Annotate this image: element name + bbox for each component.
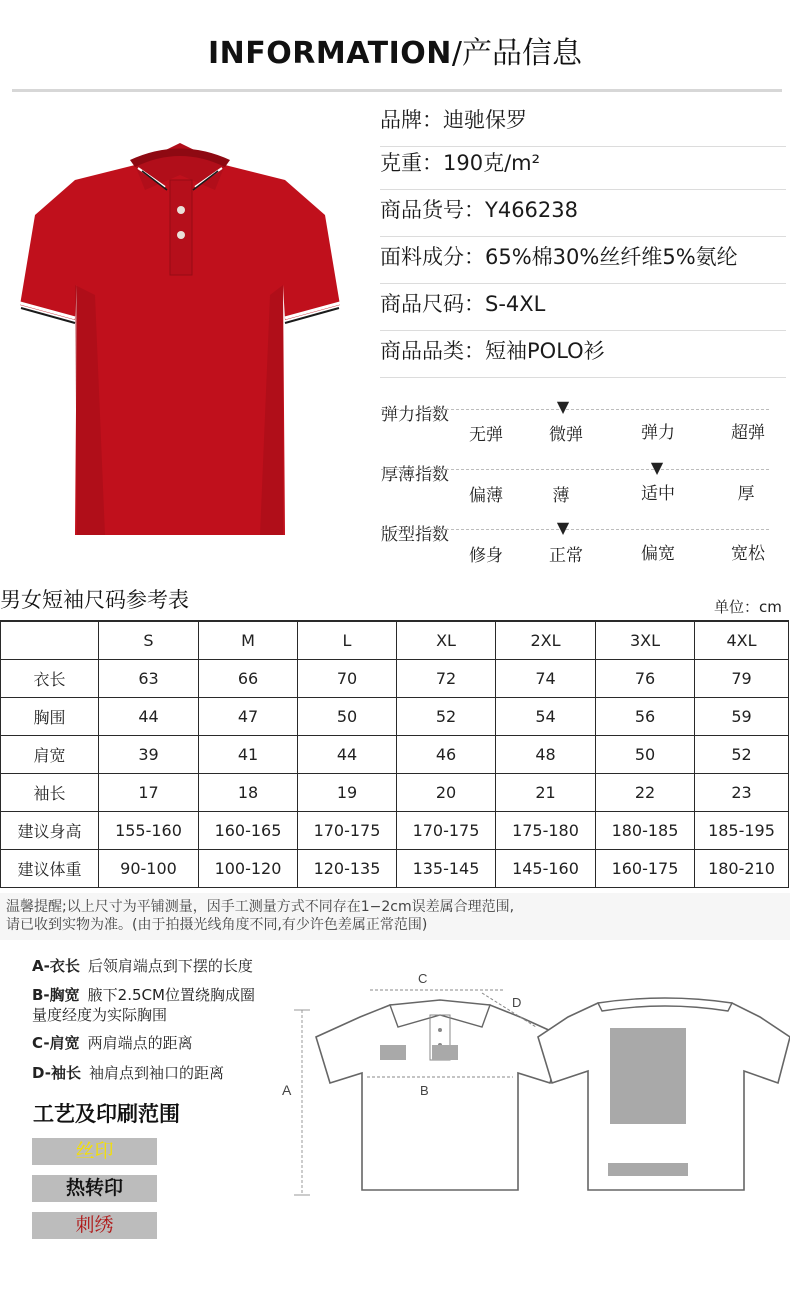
table-cell: 50 bbox=[596, 736, 695, 774]
table-cell: 59 bbox=[695, 698, 789, 736]
table-row bbox=[1, 812, 789, 850]
table-cell: 72 bbox=[397, 660, 496, 698]
legend-item-sleeve bbox=[32, 1063, 224, 1083]
title-rest: /产品信息 bbox=[451, 36, 582, 71]
legend-item-chest bbox=[32, 985, 255, 1025]
elasticity-marker-icon: ▼ bbox=[556, 397, 570, 416]
row-label: 胸围 bbox=[1, 698, 99, 736]
table-cell: 46 bbox=[397, 736, 496, 774]
table-cell: 23 bbox=[695, 774, 789, 812]
size-header-cell: 2XL bbox=[496, 621, 596, 660]
legend-desc-2: 量度经度为实际胸围 bbox=[32, 1006, 168, 1024]
craft-embroidery bbox=[32, 1212, 157, 1239]
legend-key: D-袖长 bbox=[32, 1064, 81, 1082]
thickness-index-label: 厚薄指数 bbox=[381, 465, 449, 485]
table-cell: 155-160 bbox=[99, 812, 199, 850]
table-cell: 20 bbox=[397, 774, 496, 812]
table-cell: 79 bbox=[695, 660, 789, 698]
title-divider bbox=[12, 89, 782, 92]
legend-desc: 两肩端点的距离 bbox=[87, 1034, 193, 1052]
info-weight: 克重：190克/m² bbox=[380, 143, 786, 190]
fit-scale-line bbox=[381, 529, 769, 530]
table-cell: 52 bbox=[695, 736, 789, 774]
page-title bbox=[0, 28, 790, 72]
thickness-marker-icon: ▼ bbox=[650, 458, 664, 477]
table-cell: 70 bbox=[298, 660, 397, 698]
measurement-diagram bbox=[270, 955, 790, 1215]
note-line-2: 请已收到实物为准。(由于拍摄光线角度不同,有少许色差属正常范围) bbox=[6, 917, 428, 933]
legend-desc: 袖肩点到袖口的距离 bbox=[88, 1064, 224, 1082]
legend-desc: 腋下2.5CM位置绕胸成圈 bbox=[87, 986, 255, 1004]
elasticity-option: 弹力 bbox=[641, 423, 675, 443]
legend-desc: 后领肩端点到下摆的长度 bbox=[87, 957, 253, 975]
table-row bbox=[1, 850, 789, 888]
table-row bbox=[1, 698, 789, 736]
size-header-cell: M bbox=[199, 621, 298, 660]
table-cell: 50 bbox=[298, 698, 397, 736]
table-cell: 170-175 bbox=[298, 812, 397, 850]
thickness-option: 薄 bbox=[552, 486, 570, 506]
legend-item-shoulder bbox=[32, 1033, 193, 1053]
note-line-1: 温馨提醒;以上尺寸为平铺测量，因手工测量方式不同存在1−2cm误差属合理范围, bbox=[6, 899, 515, 915]
label-b: B bbox=[420, 1083, 429, 1098]
table-cell: 18 bbox=[199, 774, 298, 812]
table-cell: 63 bbox=[99, 660, 199, 698]
table-cell: 170-175 bbox=[397, 812, 496, 850]
label-a: A bbox=[282, 1082, 292, 1098]
size-table-title: 男女短袖尺码参考表 bbox=[0, 588, 189, 612]
thickness-option: 偏薄 bbox=[469, 486, 503, 506]
table-cell: 21 bbox=[496, 774, 596, 812]
info-category: 商品品类：短袖POLO衫 bbox=[380, 331, 786, 378]
table-row bbox=[1, 774, 789, 812]
size-header-cell: XL bbox=[397, 621, 496, 660]
craft-label: 丝印 bbox=[75, 1140, 114, 1162]
table-cell: 120-135 bbox=[298, 850, 397, 888]
legend-key: C-肩宽 bbox=[32, 1034, 80, 1052]
table-row bbox=[1, 660, 789, 698]
table-cell: 54 bbox=[496, 698, 596, 736]
table-cell: 48 bbox=[496, 736, 596, 774]
legend-key: B-胸宽 bbox=[32, 986, 80, 1004]
size-header-cell: L bbox=[298, 621, 397, 660]
table-cell: 76 bbox=[596, 660, 695, 698]
size-table bbox=[0, 620, 789, 888]
fit-option: 修身 bbox=[469, 546, 503, 566]
table-cell: 160-165 bbox=[199, 812, 298, 850]
fit-option: 正常 bbox=[549, 546, 583, 566]
thickness-scale-line bbox=[381, 469, 769, 470]
size-table-header-row bbox=[1, 621, 789, 660]
label-d: D bbox=[512, 995, 522, 1010]
row-label: 建议身高 bbox=[1, 812, 99, 850]
table-cell: 180-210 bbox=[695, 850, 789, 888]
table-cell: 74 bbox=[496, 660, 596, 698]
table-cell: 56 bbox=[596, 698, 695, 736]
info-brand: 品牌：迪驰保罗 bbox=[380, 100, 786, 147]
title-bold: INFORMATION bbox=[208, 36, 452, 71]
row-label: 袖长 bbox=[1, 774, 99, 812]
size-table-unit: 单位：cm bbox=[714, 598, 782, 616]
label-c: C bbox=[418, 971, 428, 986]
table-cell: 47 bbox=[199, 698, 298, 736]
table-cell: 135-145 bbox=[397, 850, 496, 888]
table-cell: 39 bbox=[99, 736, 199, 774]
craft-label: 热转印 bbox=[65, 1177, 123, 1199]
table-cell: 90-100 bbox=[99, 850, 199, 888]
elasticity-index-label: 弹力指数 bbox=[381, 405, 449, 425]
legend-item-length bbox=[32, 956, 253, 976]
row-label: 建议体重 bbox=[1, 850, 99, 888]
craft-title: 工艺及印刷范围 bbox=[33, 1102, 180, 1126]
elasticity-option: 超弹 bbox=[731, 423, 765, 443]
table-cell: 100-120 bbox=[199, 850, 298, 888]
info-item-number: 商品货号：Y466238 bbox=[380, 190, 786, 237]
table-cell: 44 bbox=[99, 698, 199, 736]
table-cell: 180-185 bbox=[596, 812, 695, 850]
fit-option: 宽松 bbox=[731, 544, 765, 564]
table-cell: 44 bbox=[298, 736, 397, 774]
fit-index-label: 版型指数 bbox=[381, 525, 449, 545]
table-row bbox=[1, 736, 789, 774]
fit-marker-icon: ▼ bbox=[556, 518, 570, 537]
info-fabric: 面料成分：65%棉30%丝纤维5%氨纶 bbox=[380, 237, 786, 284]
thickness-option: 适中 bbox=[641, 484, 675, 504]
table-cell: 66 bbox=[199, 660, 298, 698]
header-cell-empty bbox=[1, 621, 99, 660]
row-label: 衣长 bbox=[1, 660, 99, 698]
legend-key: A-衣长 bbox=[32, 957, 80, 975]
craft-label: 刺绣 bbox=[75, 1214, 114, 1236]
polo-shirt-image bbox=[15, 135, 345, 545]
table-cell: 160-175 bbox=[596, 850, 695, 888]
table-cell: 41 bbox=[199, 736, 298, 774]
measurement-note bbox=[6, 898, 786, 934]
thickness-option: 厚 bbox=[737, 484, 755, 504]
table-cell: 19 bbox=[298, 774, 397, 812]
elasticity-scale-line bbox=[381, 409, 769, 410]
size-header-cell: 3XL bbox=[596, 621, 695, 660]
size-header-cell: 4XL bbox=[695, 621, 789, 660]
table-cell: 185-195 bbox=[695, 812, 789, 850]
table-cell: 22 bbox=[596, 774, 695, 812]
fit-option: 偏宽 bbox=[641, 544, 675, 564]
table-cell: 52 bbox=[397, 698, 496, 736]
craft-heat-transfer bbox=[32, 1175, 157, 1202]
craft-screen-print bbox=[32, 1138, 157, 1165]
table-cell: 175-180 bbox=[496, 812, 596, 850]
elasticity-option: 微弹 bbox=[549, 425, 583, 445]
row-label: 肩宽 bbox=[1, 736, 99, 774]
table-cell: 17 bbox=[99, 774, 199, 812]
info-sizes: 商品尺码：S-4XL bbox=[380, 284, 786, 331]
size-header-cell: S bbox=[99, 621, 199, 660]
table-cell: 145-160 bbox=[496, 850, 596, 888]
elasticity-option: 无弹 bbox=[469, 425, 503, 445]
